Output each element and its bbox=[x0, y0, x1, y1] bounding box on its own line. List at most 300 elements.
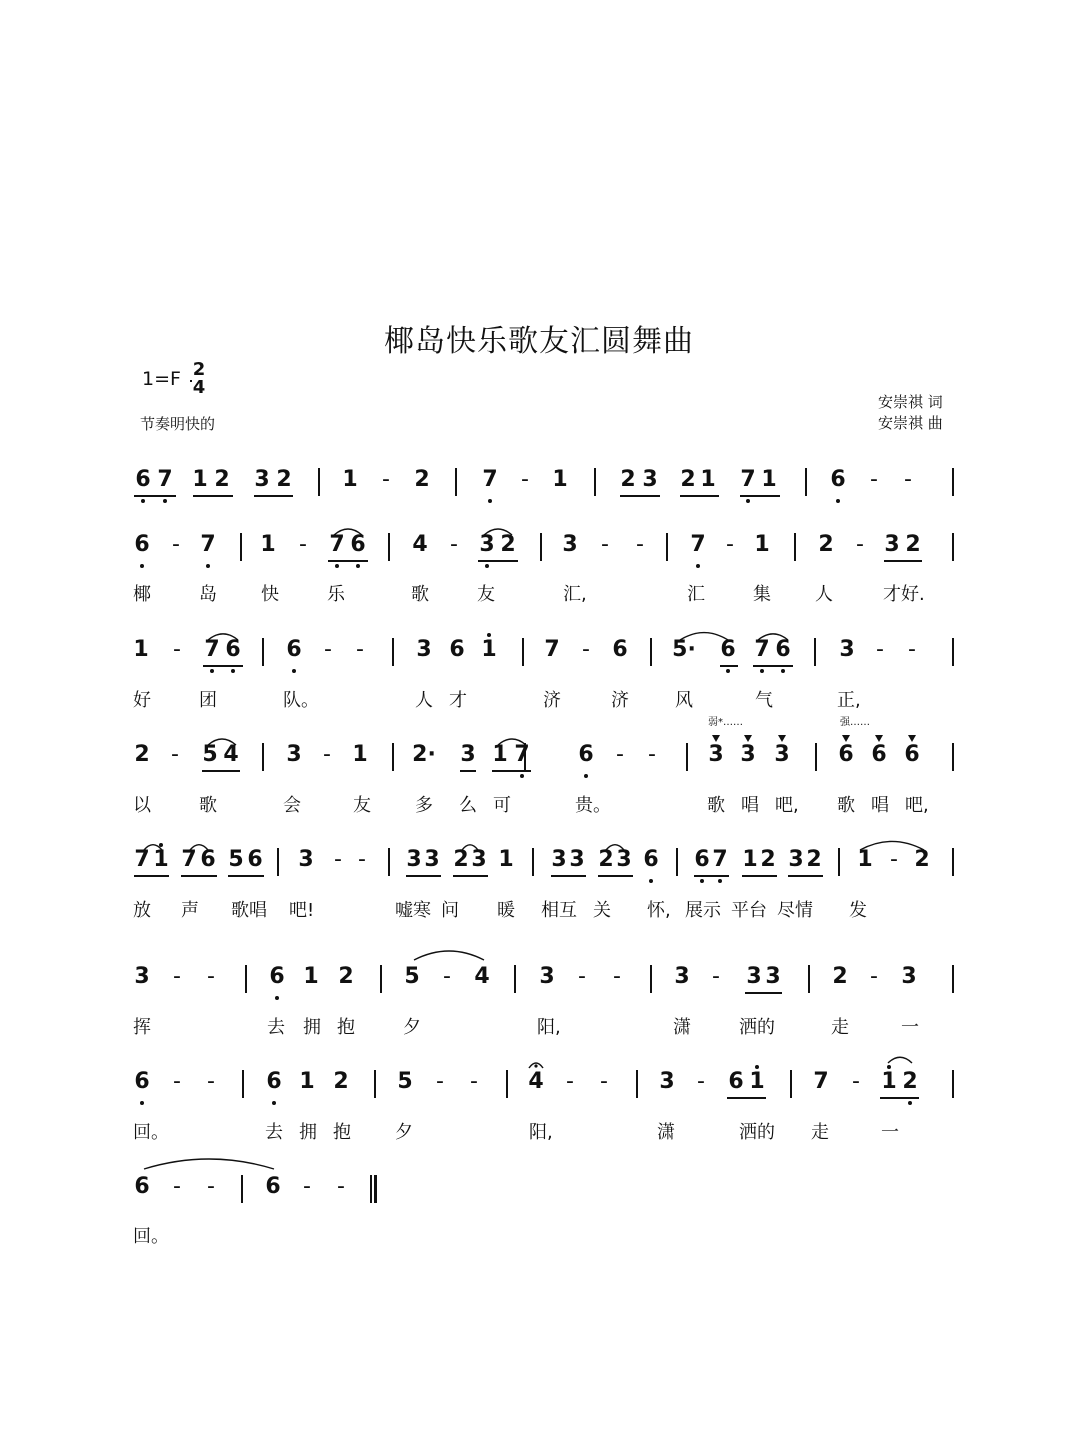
lyric-syllable: 怀, bbox=[647, 900, 671, 921]
beam bbox=[202, 770, 240, 772]
barline bbox=[952, 848, 954, 876]
note: 2 bbox=[414, 467, 430, 492]
octave-dot-low bbox=[520, 774, 524, 778]
note: 2 bbox=[832, 964, 848, 989]
note: 3 bbox=[562, 532, 578, 557]
note: 3 bbox=[708, 742, 724, 767]
note: 3 bbox=[788, 847, 804, 872]
note: 6 bbox=[449, 637, 465, 662]
octave-dot-high bbox=[755, 1065, 759, 1069]
note: 6 bbox=[134, 532, 150, 557]
dash-note: - bbox=[856, 532, 864, 557]
dash-note: - bbox=[337, 1174, 345, 1199]
barline bbox=[374, 1070, 376, 1098]
note: 2 bbox=[806, 847, 822, 872]
dash-note: - bbox=[616, 742, 624, 767]
barline bbox=[686, 743, 688, 771]
note: 2 bbox=[338, 964, 354, 989]
octave-dot-low bbox=[726, 669, 730, 673]
note: 3 bbox=[642, 467, 658, 492]
note: 3 bbox=[901, 964, 917, 989]
lyric-syllable: 阳, bbox=[537, 1017, 561, 1038]
lyric-syllable: 嘘寒 bbox=[395, 900, 431, 921]
octave-dot-low bbox=[275, 996, 279, 1000]
lyric-syllable: 气 bbox=[755, 690, 773, 711]
beam bbox=[228, 875, 264, 877]
note: 4 bbox=[223, 742, 239, 767]
lyric-syllable: 集 bbox=[753, 584, 771, 605]
accent-mark bbox=[744, 735, 752, 742]
dash-note: - bbox=[173, 637, 181, 662]
note: 3 bbox=[616, 847, 632, 872]
accent-mark bbox=[842, 735, 850, 742]
note: 3 bbox=[460, 742, 476, 767]
note: 1 bbox=[749, 1069, 765, 1094]
octave-dot-low bbox=[292, 669, 296, 673]
lyric-syllable: 岛 bbox=[199, 584, 217, 605]
barline bbox=[392, 743, 394, 771]
beam bbox=[620, 495, 660, 497]
dash-note: - bbox=[578, 964, 586, 989]
octave-dot-low bbox=[781, 669, 785, 673]
barline bbox=[522, 638, 524, 666]
dash-note: - bbox=[382, 467, 390, 492]
barline bbox=[666, 533, 668, 561]
fermata-dot bbox=[534, 1064, 537, 1067]
note: 2 bbox=[914, 847, 930, 872]
note: 6 bbox=[134, 1174, 150, 1199]
note: 7 bbox=[740, 467, 756, 492]
barline bbox=[514, 965, 516, 993]
dash-note: - bbox=[323, 742, 331, 767]
barline bbox=[676, 848, 678, 876]
octave-dot-low bbox=[163, 499, 167, 503]
lyricist: 安崇祺 词 bbox=[878, 393, 943, 411]
note: 6 bbox=[904, 742, 920, 767]
note: 3 bbox=[539, 964, 555, 989]
dash-note: - bbox=[207, 1174, 215, 1199]
dash-note: - bbox=[636, 532, 644, 557]
slur bbox=[888, 1057, 912, 1063]
lyric-syllable: 吧, bbox=[775, 795, 799, 816]
note: 3 bbox=[134, 964, 150, 989]
barline bbox=[952, 468, 954, 496]
lyric-syllable: 去 bbox=[265, 1122, 283, 1143]
dash-note: - bbox=[613, 964, 621, 989]
dash-note: - bbox=[207, 1069, 215, 1094]
note: 2 bbox=[134, 742, 150, 767]
beam bbox=[753, 665, 793, 667]
beam bbox=[745, 992, 782, 994]
octave-dot-low bbox=[718, 879, 722, 883]
note: 3 bbox=[774, 742, 790, 767]
lyric-syllable: 问 bbox=[441, 900, 459, 921]
octave-dot-low bbox=[649, 879, 653, 883]
beam bbox=[203, 665, 243, 667]
dash-note: - bbox=[870, 467, 878, 492]
note: 6 bbox=[350, 532, 366, 557]
note: 6 bbox=[286, 637, 302, 662]
beam bbox=[680, 495, 719, 497]
note: 7 bbox=[329, 532, 345, 557]
note: 6 bbox=[612, 637, 628, 662]
octave-dot-high bbox=[887, 1065, 891, 1069]
final-barline-thick bbox=[374, 1175, 377, 1203]
barline bbox=[262, 638, 264, 666]
note: 7 bbox=[482, 467, 498, 492]
barline bbox=[380, 965, 382, 993]
page-title: 椰岛快乐歌友汇圆舞曲 bbox=[384, 324, 694, 359]
dash-note: - bbox=[876, 637, 884, 662]
barline bbox=[277, 848, 279, 876]
octave-dot-low bbox=[836, 499, 840, 503]
note: 7 bbox=[204, 637, 220, 662]
lyric-syllable: 平台 bbox=[731, 900, 767, 921]
dash-note: - bbox=[173, 964, 181, 989]
dash-note: - bbox=[908, 637, 916, 662]
lyric-syllable: 济 bbox=[543, 690, 561, 711]
octave-dot-low bbox=[485, 564, 489, 568]
lyric-syllable: 快 bbox=[261, 584, 279, 605]
lyric-syllable: 洒的 bbox=[739, 1017, 775, 1038]
barline bbox=[952, 743, 954, 771]
barline bbox=[388, 848, 390, 876]
lyric-syllable: 才好. bbox=[883, 584, 925, 605]
dash-note: - bbox=[870, 964, 878, 989]
note: 2 bbox=[276, 467, 292, 492]
lyric-syllable: 以 bbox=[133, 795, 151, 816]
note: 2 bbox=[760, 847, 776, 872]
beam bbox=[727, 1097, 766, 1099]
lyric-syllable: 阳, bbox=[529, 1122, 553, 1143]
accent-mark bbox=[712, 735, 720, 742]
note: 1 bbox=[742, 847, 758, 872]
note: 6 bbox=[200, 847, 216, 872]
beam bbox=[884, 560, 922, 562]
barline bbox=[636, 1070, 638, 1098]
lyric-syllable: 回。 bbox=[133, 1226, 169, 1247]
note: 3 bbox=[569, 847, 585, 872]
lyric-syllable: 唱 bbox=[741, 795, 759, 816]
lyric-syllable: 吧! bbox=[289, 900, 315, 921]
lyric-syllable: 潇 bbox=[657, 1122, 675, 1143]
note: 1 bbox=[352, 742, 368, 767]
note: 2 bbox=[905, 532, 921, 557]
dash-note: - bbox=[726, 532, 734, 557]
note: 6 bbox=[728, 1069, 744, 1094]
lyric-syllable: 歌 bbox=[707, 795, 725, 816]
note: 1 bbox=[552, 467, 568, 492]
note: 1 bbox=[700, 467, 716, 492]
barline bbox=[815, 743, 817, 771]
dash-note: - bbox=[436, 1069, 444, 1094]
beam bbox=[460, 770, 476, 772]
note: 5 bbox=[228, 847, 244, 872]
barline bbox=[805, 468, 807, 496]
beam bbox=[694, 875, 729, 877]
dash-note: - bbox=[303, 1174, 311, 1199]
barline bbox=[242, 1070, 244, 1098]
note: 4 bbox=[528, 1069, 544, 1094]
note: 2· bbox=[412, 742, 436, 767]
lyric-syllable: 汇 bbox=[687, 584, 705, 605]
lyric-syllable: 团 bbox=[199, 690, 217, 711]
barline bbox=[392, 638, 394, 666]
lyric-syllable: 歌 bbox=[199, 795, 217, 816]
note: 3 bbox=[839, 637, 855, 662]
lyric-syllable: 展示 bbox=[685, 900, 721, 921]
barline bbox=[506, 1070, 508, 1098]
note: 5 bbox=[404, 964, 420, 989]
note: 6 bbox=[775, 637, 791, 662]
barline bbox=[790, 1070, 792, 1098]
dash-note: - bbox=[324, 637, 332, 662]
lyric-syllable: 济 bbox=[611, 690, 629, 711]
dash-note: - bbox=[601, 532, 609, 557]
barline bbox=[952, 638, 954, 666]
octave-dot-low bbox=[746, 499, 750, 503]
lyric-syllable: 歌 bbox=[411, 584, 429, 605]
lyric-syllable: 正, bbox=[837, 690, 861, 711]
note: 7 bbox=[690, 532, 706, 557]
note: 2 bbox=[620, 467, 636, 492]
dash-note: - bbox=[172, 532, 180, 557]
note: 7 bbox=[514, 742, 530, 767]
note: 2 bbox=[453, 847, 469, 872]
octave-dot-low bbox=[140, 564, 144, 568]
lyric-syllable: 可 bbox=[493, 795, 511, 816]
lyric-syllable: 人 bbox=[815, 584, 833, 605]
dash-note: - bbox=[697, 1069, 705, 1094]
note: 2 bbox=[598, 847, 614, 872]
tempo-marking: 节奏明快的 bbox=[140, 415, 216, 433]
accent-mark bbox=[778, 735, 786, 742]
lyric-syllable: 歌唱 bbox=[231, 900, 267, 921]
dash-note: - bbox=[712, 964, 720, 989]
note: 3 bbox=[765, 964, 781, 989]
lyric-syllable: 尽情 bbox=[777, 900, 813, 921]
lyric-syllable: 声 bbox=[181, 900, 199, 921]
note: 3 bbox=[479, 532, 495, 557]
lyric-syllable: 洒的 bbox=[739, 1122, 775, 1143]
lyric-syllable: 汇, bbox=[563, 584, 587, 605]
dash-note: - bbox=[207, 964, 215, 989]
beam bbox=[193, 495, 233, 497]
note: 7 bbox=[134, 847, 150, 872]
lyric-syllable: 一 bbox=[901, 1017, 919, 1038]
beam bbox=[406, 875, 441, 877]
beam bbox=[453, 875, 488, 877]
lyric-syllable: 相互 bbox=[541, 900, 577, 921]
lyric-syllable: 风 bbox=[675, 690, 693, 711]
note: 3 bbox=[471, 847, 487, 872]
lyric-syllable: 挥 bbox=[133, 1017, 151, 1038]
lyric-syllable: 乐 bbox=[327, 584, 345, 605]
octave-dot-low bbox=[696, 564, 700, 568]
lyric-syllable: 歌 bbox=[837, 795, 855, 816]
time-top: 2 bbox=[192, 359, 206, 380]
lyric-syllable: 唱 bbox=[871, 795, 889, 816]
lyric-syllable: 走 bbox=[811, 1122, 829, 1143]
lyric-syllable: 贵。 bbox=[575, 795, 611, 816]
beam bbox=[720, 665, 738, 667]
note: 7 bbox=[544, 637, 560, 662]
octave-dot-low bbox=[272, 1101, 276, 1105]
dash-note: - bbox=[173, 1069, 181, 1094]
lyric-syllable: 人 bbox=[415, 690, 433, 711]
octave-dot-high bbox=[487, 633, 491, 637]
lyric-syllable: 去 bbox=[267, 1017, 285, 1038]
barline bbox=[794, 533, 796, 561]
note: 2 bbox=[902, 1069, 918, 1094]
barline bbox=[650, 965, 652, 993]
lyric-syllable: 会 bbox=[283, 795, 301, 816]
note: 3 bbox=[884, 532, 900, 557]
note: 2 bbox=[818, 532, 834, 557]
barline bbox=[455, 468, 457, 496]
note: 1 bbox=[153, 847, 169, 872]
beam bbox=[598, 875, 633, 877]
slur bbox=[144, 1159, 274, 1169]
beam bbox=[742, 875, 777, 877]
note: 3 bbox=[746, 964, 762, 989]
beam bbox=[328, 560, 368, 562]
barline bbox=[388, 533, 390, 561]
lyric-syllable: 友 bbox=[477, 584, 495, 605]
time-bottom: 4 bbox=[192, 377, 206, 398]
note: 7 bbox=[157, 467, 173, 492]
beam bbox=[492, 770, 531, 772]
dash-note: - bbox=[852, 1069, 860, 1094]
note: 4 bbox=[412, 532, 428, 557]
note: 2 bbox=[333, 1069, 349, 1094]
note: 5 bbox=[202, 742, 218, 767]
barline bbox=[952, 965, 954, 993]
lyric-syllable: 一 bbox=[881, 1122, 899, 1143]
barline bbox=[952, 1070, 954, 1098]
octave-dot-low bbox=[908, 1101, 912, 1105]
dash-note: - bbox=[600, 1069, 608, 1094]
barline bbox=[814, 638, 816, 666]
note: 6 bbox=[134, 1069, 150, 1094]
note: 1 bbox=[133, 637, 149, 662]
barline bbox=[532, 848, 534, 876]
lyric-syllable: 拥 bbox=[299, 1122, 317, 1143]
note: 3 bbox=[416, 637, 432, 662]
note: 7 bbox=[813, 1069, 829, 1094]
note: 1 bbox=[260, 532, 276, 557]
note: 1 bbox=[299, 1069, 315, 1094]
dash-note: - bbox=[566, 1069, 574, 1094]
octave-dot-low bbox=[488, 499, 492, 503]
beam bbox=[551, 875, 586, 877]
octave-dot-low bbox=[210, 669, 214, 673]
lyric-syllable: 多 bbox=[415, 795, 433, 816]
lyric-syllable: 么 bbox=[459, 795, 477, 816]
note: 3 bbox=[254, 467, 270, 492]
note: 6 bbox=[871, 742, 887, 767]
beam bbox=[478, 560, 518, 562]
note: 3 bbox=[740, 742, 756, 767]
note: 6 bbox=[265, 1174, 281, 1199]
note: 6 bbox=[643, 847, 659, 872]
barline bbox=[262, 743, 264, 771]
lyric-syllable: 友 bbox=[353, 795, 371, 816]
note: 7 bbox=[712, 847, 728, 872]
barline bbox=[808, 965, 810, 993]
beam bbox=[740, 495, 780, 497]
note: 2 bbox=[214, 467, 230, 492]
note: 7 bbox=[200, 532, 216, 557]
note: 6 bbox=[266, 1069, 282, 1094]
lyric-syllable: 潇 bbox=[673, 1017, 691, 1038]
note: 3 bbox=[424, 847, 440, 872]
octave-dot-low bbox=[140, 1101, 144, 1105]
dash-note: - bbox=[334, 847, 342, 872]
beam bbox=[254, 495, 293, 497]
lyric-syllable: 走 bbox=[831, 1017, 849, 1038]
note: 3 bbox=[298, 847, 314, 872]
note: 6 bbox=[225, 637, 241, 662]
note: 2 bbox=[500, 532, 516, 557]
note: 5 bbox=[397, 1069, 413, 1094]
composer: 安崇祺 曲 bbox=[878, 414, 943, 432]
accent-mark bbox=[875, 735, 883, 742]
lyric-syllable: 放 bbox=[133, 900, 151, 921]
dash-note: - bbox=[358, 847, 366, 872]
note: 6 bbox=[578, 742, 594, 767]
barline bbox=[245, 965, 247, 993]
barline bbox=[540, 533, 542, 561]
dash-note: - bbox=[173, 1174, 181, 1199]
note: 1 bbox=[761, 467, 777, 492]
octave-dot-low bbox=[141, 499, 145, 503]
octave-dot-low bbox=[700, 879, 704, 883]
note: 4 bbox=[474, 964, 490, 989]
note: 7 bbox=[181, 847, 197, 872]
lyric-syllable: 拥 bbox=[303, 1017, 321, 1038]
barline bbox=[594, 468, 596, 496]
note: 6 bbox=[830, 467, 846, 492]
dash-note: - bbox=[470, 1069, 478, 1094]
barline bbox=[952, 533, 954, 561]
note: 6 bbox=[694, 847, 710, 872]
note: 7 bbox=[754, 637, 770, 662]
accent-mark bbox=[908, 735, 916, 742]
dash-note: - bbox=[904, 467, 912, 492]
note: 1 bbox=[498, 847, 514, 872]
note: 1 bbox=[492, 742, 508, 767]
note: 3 bbox=[406, 847, 422, 872]
note: 1 bbox=[192, 467, 208, 492]
final-barline-thin bbox=[370, 1175, 372, 1203]
lyric-syllable: 抱 bbox=[337, 1017, 355, 1038]
note: 6 bbox=[838, 742, 854, 767]
lyric-syllable: 回。 bbox=[133, 1122, 169, 1143]
dash-note: - bbox=[582, 637, 590, 662]
note: 3 bbox=[674, 964, 690, 989]
barline bbox=[240, 533, 242, 561]
octave-dot-low bbox=[335, 564, 339, 568]
octave-dot-low bbox=[584, 774, 588, 778]
note: 6 bbox=[247, 847, 263, 872]
octave-dot-low bbox=[356, 564, 360, 568]
dash-note: - bbox=[890, 847, 898, 872]
octave-dot-low bbox=[760, 669, 764, 673]
note: 5· bbox=[672, 637, 696, 662]
note: 2 bbox=[680, 467, 696, 492]
dash-note: - bbox=[356, 637, 364, 662]
